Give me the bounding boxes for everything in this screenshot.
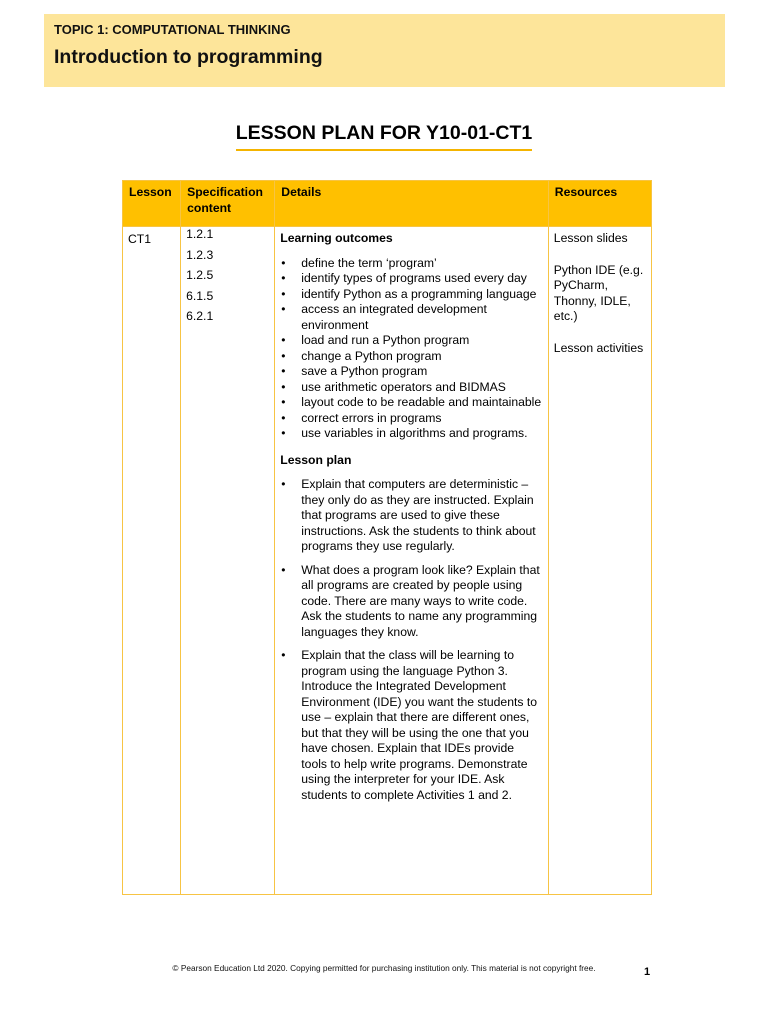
spec-item: 6.2.1 [186, 309, 214, 323]
header-lesson: Lesson [123, 181, 181, 227]
header-title: Introduction to programming [54, 46, 323, 68]
specification-cell [181, 227, 275, 895]
copyright-footer: © Pearson Education Ltd 2020. Copying permitted for purchasing institution only. This material is not copyright free. [172, 963, 596, 973]
details-cell [275, 227, 549, 895]
list-item: • layout code to be readable and maintainable [301, 395, 543, 411]
header-details: Details [275, 181, 549, 227]
table-row [123, 227, 652, 895]
learning-outcomes-heading: Learning outcomes [280, 231, 393, 245]
spec-item: 6.1.5 [186, 288, 214, 303]
list-item: • identify Python as a programming language [301, 287, 543, 303]
resource-item: Python IDE (e.g. PyCharm, Thonny, IDLE, etc.) [553, 262, 644, 323]
lesson-plan-heading: Lesson plan [280, 452, 352, 467]
spec-item: 1.2.1 [186, 227, 214, 241]
resources-cell [548, 227, 651, 895]
list-item: • correct errors in programs [301, 411, 543, 427]
lesson-plan-table [122, 180, 652, 895]
spec-item: 1.2.3 [186, 247, 214, 262]
list-item: • use variables in algorithms and programs. [301, 426, 543, 442]
topic-label: TOPIC 1: COMPUTATIONAL THINKING [54, 22, 291, 37]
resource-item: Lesson activities [553, 340, 644, 355]
list-item: • define the term ‘program’ [301, 256, 543, 272]
resource-item: Lesson slides [553, 231, 628, 245]
list-item: • change a Python program [301, 349, 543, 365]
lesson-cell: CT1 [123, 227, 181, 895]
lesson-plan-list [280, 477, 543, 803]
list-item: • What does a program look like? Explain that all programs are created by people using code. There are many ways to write code. Ask the students to name any programming languages they know. [301, 563, 543, 641]
document-title [0, 122, 768, 151]
page-number: 1 [644, 966, 651, 978]
topic-header-band [44, 14, 725, 87]
list-item: • Explain that computers are deterministic – they only do as they are instructed. Explain that programs are used to give these instructions. Ask the students to think about programs they use regularly. [301, 477, 543, 555]
header-resources: Resources [548, 181, 651, 227]
table-header-row [123, 181, 652, 227]
header-specification: Specification content [181, 181, 275, 227]
list-item: • access an integrated development environment [301, 302, 543, 333]
learning-outcomes-list [280, 256, 543, 442]
list-item: • identify types of programs used every day [301, 271, 543, 287]
list-item: • use arithmetic operators and BIDMAS [301, 380, 543, 396]
list-item: • load and run a Python program [301, 333, 543, 349]
document-title-text: LESSON PLAN FOR Y10-01-CT1 [236, 122, 533, 151]
list-item: • save a Python program [301, 364, 543, 380]
list-item: • Explain that the class will be learning to program using the language Python 3. Introduce the Integrated Development Environment (IDE) you want the students to use – explain that there are different ones, but that they will be using the one that you have chosen. Explain that IDEs provide tools to help write programs. Demonstrate using the interpreter for your IDE. Ask students to complete Activities 1 and 2. [301, 648, 543, 803]
spec-item: 1.2.5 [186, 268, 214, 282]
